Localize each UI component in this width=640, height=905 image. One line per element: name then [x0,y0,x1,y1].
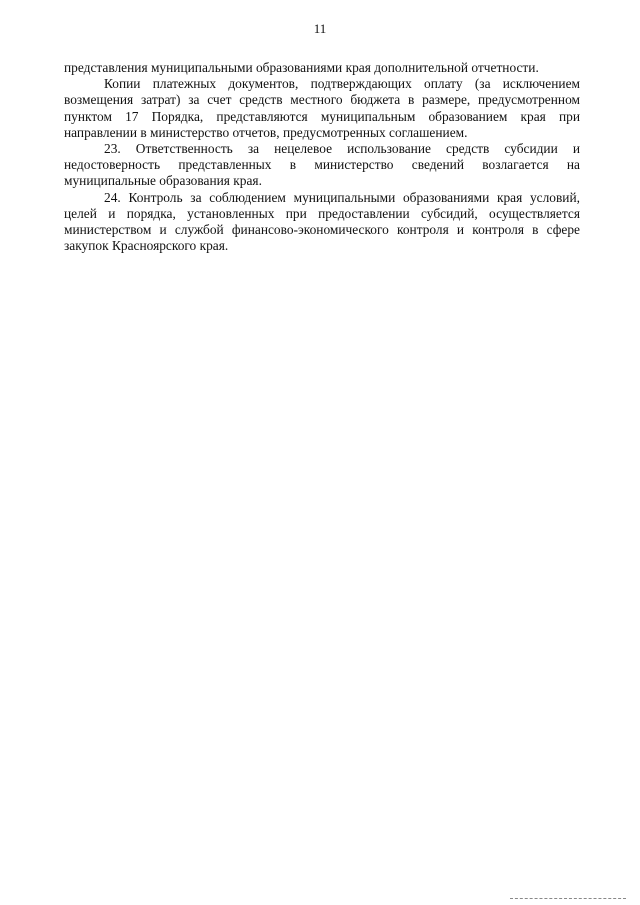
paragraph-continuation: представления муниципальными образованиями края дополнительной отчетности. [64,60,539,75]
bottom-divider [510,898,626,899]
document-body [64,60,580,254]
paragraph-23-responsibility: 23. Ответственность за нецелевое использование средств субсидии и недостоверность представленных в министерство сведений возлагается на муниципальные образования края. [64,141,580,189]
paragraph-24-control: 24. Контроль за соблюдением муниципальными образованиями края условий, целей и порядка, установленных при предоставлении субсидий, осуществляется министерством и службой финансово-экономического контроля и контроля в сфере закупок Красноярского края. [64,189,580,254]
paragraph-payment-copies: Копии платежных документов, подтверждающих оплату (за исключением возмещения затрат) за счет средств местного бюджета в размере, предусмотренном пунктом 17 Порядка, представляются муниципальным образованием края при направлении в министерство отчетов, предусмотренных соглашением. [64,76,580,140]
page-number: 11 [313,21,327,36]
